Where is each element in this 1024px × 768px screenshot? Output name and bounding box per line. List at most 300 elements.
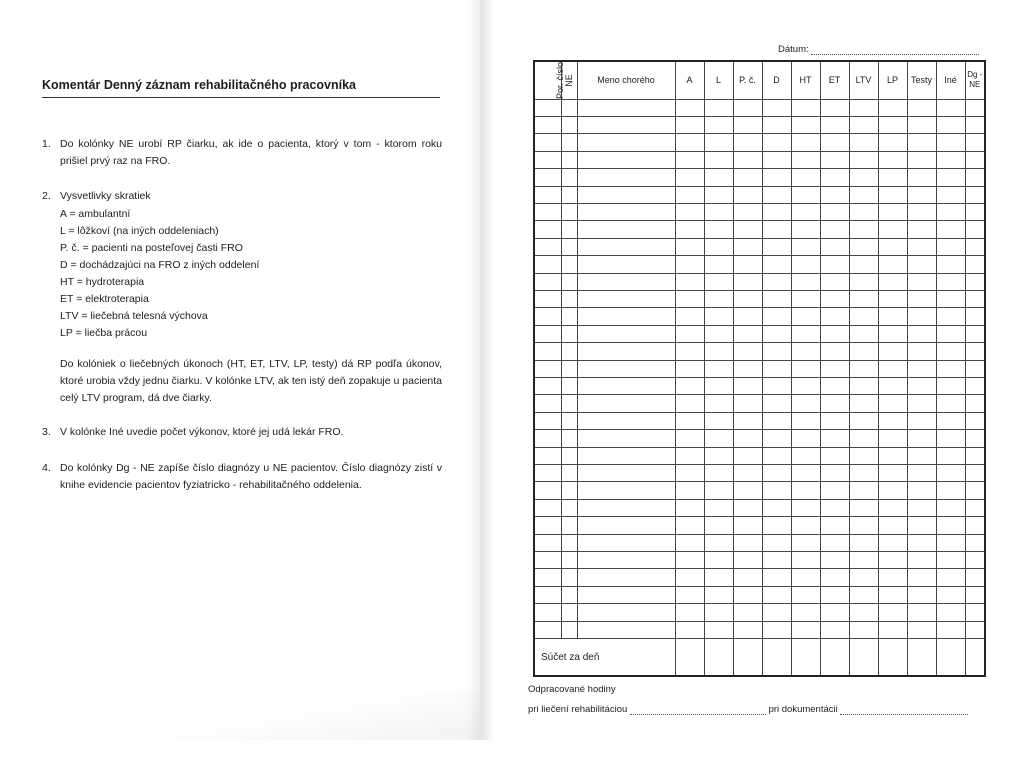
table-cell[interactable] xyxy=(907,221,936,238)
table-cell[interactable] xyxy=(762,621,791,638)
table-cell[interactable] xyxy=(762,430,791,447)
table-cell[interactable] xyxy=(534,552,561,569)
table-cell[interactable] xyxy=(936,99,965,116)
table-cell[interactable] xyxy=(791,308,820,325)
table-cell[interactable] xyxy=(733,343,762,360)
sum-cell[interactable] xyxy=(791,639,820,676)
table-cell[interactable] xyxy=(733,256,762,273)
table-cell[interactable] xyxy=(965,308,985,325)
sum-cell[interactable] xyxy=(820,639,849,676)
table-cell[interactable] xyxy=(907,360,936,377)
table-cell[interactable] xyxy=(820,186,849,203)
table-cell[interactable] xyxy=(878,238,907,255)
table-cell[interactable] xyxy=(878,604,907,621)
table-cell[interactable] xyxy=(878,116,907,133)
table-cell[interactable] xyxy=(878,621,907,638)
table-cell[interactable] xyxy=(791,203,820,220)
table-cell[interactable] xyxy=(733,412,762,429)
table-cell[interactable] xyxy=(907,343,936,360)
table-cell[interactable] xyxy=(577,134,675,151)
table-cell[interactable] xyxy=(534,360,561,377)
table-cell[interactable] xyxy=(762,499,791,516)
table-cell[interactable] xyxy=(534,325,561,342)
table-cell[interactable] xyxy=(791,169,820,186)
table-cell[interactable] xyxy=(907,273,936,290)
table-cell[interactable] xyxy=(762,203,791,220)
table-cell[interactable] xyxy=(849,256,878,273)
table-cell[interactable] xyxy=(849,99,878,116)
table-cell[interactable] xyxy=(965,99,985,116)
table-cell[interactable] xyxy=(820,325,849,342)
table-cell[interactable] xyxy=(577,343,675,360)
table-cell[interactable] xyxy=(561,465,577,482)
table-cell[interactable] xyxy=(849,447,878,464)
table-cell[interactable] xyxy=(762,186,791,203)
table-cell[interactable] xyxy=(791,621,820,638)
table-cell[interactable] xyxy=(907,203,936,220)
table-cell[interactable] xyxy=(936,308,965,325)
table-cell[interactable] xyxy=(849,378,878,395)
table-cell[interactable] xyxy=(965,134,985,151)
table-cell[interactable] xyxy=(820,99,849,116)
table-cell[interactable] xyxy=(704,534,733,551)
table-cell[interactable] xyxy=(820,447,849,464)
table-cell[interactable] xyxy=(762,290,791,307)
table-cell[interactable] xyxy=(704,134,733,151)
table-cell[interactable] xyxy=(675,186,704,203)
table-cell[interactable] xyxy=(936,116,965,133)
table-cell[interactable] xyxy=(936,343,965,360)
table-cell[interactable] xyxy=(577,621,675,638)
table-cell[interactable] xyxy=(849,621,878,638)
table-cell[interactable] xyxy=(762,412,791,429)
table-cell[interactable] xyxy=(878,134,907,151)
table-cell[interactable] xyxy=(907,238,936,255)
table-cell[interactable] xyxy=(762,482,791,499)
table-cell[interactable] xyxy=(965,273,985,290)
table-cell[interactable] xyxy=(791,151,820,168)
table-cell[interactable] xyxy=(704,325,733,342)
table-cell[interactable] xyxy=(534,343,561,360)
table-cell[interactable] xyxy=(704,290,733,307)
table-cell[interactable] xyxy=(965,430,985,447)
table-cell[interactable] xyxy=(577,203,675,220)
table-cell[interactable] xyxy=(534,221,561,238)
date-field[interactable] xyxy=(778,44,984,55)
table-cell[interactable] xyxy=(704,586,733,603)
table-cell[interactable] xyxy=(849,360,878,377)
table-cell[interactable] xyxy=(936,517,965,534)
table-cell[interactable] xyxy=(675,465,704,482)
table-cell[interactable] xyxy=(733,99,762,116)
table-cell[interactable] xyxy=(733,186,762,203)
table-cell[interactable] xyxy=(936,604,965,621)
table-cell[interactable] xyxy=(878,586,907,603)
table-cell[interactable] xyxy=(762,343,791,360)
table-cell[interactable] xyxy=(878,273,907,290)
table-cell[interactable] xyxy=(704,517,733,534)
table-cell[interactable] xyxy=(561,99,577,116)
table-cell[interactable] xyxy=(733,534,762,551)
table-cell[interactable] xyxy=(965,378,985,395)
table-cell[interactable] xyxy=(878,395,907,412)
table-cell[interactable] xyxy=(965,238,985,255)
table-cell[interactable] xyxy=(561,517,577,534)
table-cell[interactable] xyxy=(820,465,849,482)
table-cell[interactable] xyxy=(878,203,907,220)
table-cell[interactable] xyxy=(675,621,704,638)
table-cell[interactable] xyxy=(675,256,704,273)
table-cell[interactable] xyxy=(534,134,561,151)
table-cell[interactable] xyxy=(733,169,762,186)
table-cell[interactable] xyxy=(791,569,820,586)
table-cell[interactable] xyxy=(534,290,561,307)
table-cell[interactable] xyxy=(762,238,791,255)
table-cell[interactable] xyxy=(704,169,733,186)
table-cell[interactable] xyxy=(704,151,733,168)
table-cell[interactable] xyxy=(878,499,907,516)
table-cell[interactable] xyxy=(704,99,733,116)
table-cell[interactable] xyxy=(733,238,762,255)
sum-cell[interactable] xyxy=(849,639,878,676)
table-cell[interactable] xyxy=(675,569,704,586)
table-cell[interactable] xyxy=(704,116,733,133)
table-cell[interactable] xyxy=(577,465,675,482)
table-cell[interactable] xyxy=(791,447,820,464)
table-cell[interactable] xyxy=(791,186,820,203)
table-cell[interactable] xyxy=(733,308,762,325)
table-cell[interactable] xyxy=(534,569,561,586)
table-cell[interactable] xyxy=(762,151,791,168)
table-cell[interactable] xyxy=(820,378,849,395)
table-cell[interactable] xyxy=(534,256,561,273)
table-cell[interactable] xyxy=(965,151,985,168)
table-cell[interactable] xyxy=(733,569,762,586)
table-cell[interactable] xyxy=(561,308,577,325)
table-cell[interactable] xyxy=(704,604,733,621)
table-cell[interactable] xyxy=(733,290,762,307)
table-cell[interactable] xyxy=(849,203,878,220)
table-cell[interactable] xyxy=(675,482,704,499)
table-cell[interactable] xyxy=(936,482,965,499)
table-cell[interactable] xyxy=(561,378,577,395)
hours-documentation-field[interactable] xyxy=(840,705,968,715)
table-cell[interactable] xyxy=(965,256,985,273)
table-cell[interactable] xyxy=(675,378,704,395)
table-cell[interactable] xyxy=(965,465,985,482)
table-cell[interactable] xyxy=(820,604,849,621)
table-cell[interactable] xyxy=(577,395,675,412)
table-cell[interactable] xyxy=(704,482,733,499)
table-cell[interactable] xyxy=(820,290,849,307)
table-cell[interactable] xyxy=(849,221,878,238)
table-cell[interactable] xyxy=(733,482,762,499)
sum-cell[interactable] xyxy=(675,639,704,676)
table-cell[interactable] xyxy=(733,447,762,464)
table-cell[interactable] xyxy=(878,569,907,586)
table-cell[interactable] xyxy=(534,604,561,621)
table-cell[interactable] xyxy=(577,482,675,499)
table-cell[interactable] xyxy=(965,203,985,220)
table-cell[interactable] xyxy=(534,447,561,464)
table-cell[interactable] xyxy=(577,99,675,116)
table-cell[interactable] xyxy=(907,586,936,603)
table-cell[interactable] xyxy=(965,412,985,429)
table-cell[interactable] xyxy=(704,238,733,255)
table-cell[interactable] xyxy=(762,604,791,621)
table-cell[interactable] xyxy=(675,203,704,220)
table-cell[interactable] xyxy=(936,586,965,603)
table-cell[interactable] xyxy=(965,169,985,186)
table-cell[interactable] xyxy=(965,186,985,203)
table-cell[interactable] xyxy=(907,604,936,621)
table-cell[interactable] xyxy=(675,499,704,516)
table-cell[interactable] xyxy=(561,395,577,412)
table-cell[interactable] xyxy=(878,517,907,534)
table-cell[interactable] xyxy=(820,116,849,133)
table-cell[interactable] xyxy=(561,256,577,273)
table-cell[interactable] xyxy=(577,151,675,168)
table-cell[interactable] xyxy=(936,169,965,186)
table-cell[interactable] xyxy=(733,465,762,482)
table-cell[interactable] xyxy=(820,552,849,569)
table-cell[interactable] xyxy=(675,116,704,133)
table-cell[interactable] xyxy=(849,290,878,307)
table-cell[interactable] xyxy=(704,203,733,220)
table-cell[interactable] xyxy=(704,360,733,377)
table-cell[interactable] xyxy=(849,482,878,499)
table-cell[interactable] xyxy=(791,552,820,569)
table-cell[interactable] xyxy=(675,395,704,412)
table-cell[interactable] xyxy=(577,256,675,273)
table-cell[interactable] xyxy=(577,447,675,464)
table-cell[interactable] xyxy=(936,290,965,307)
table-cell[interactable] xyxy=(791,221,820,238)
table-cell[interactable] xyxy=(936,256,965,273)
table-cell[interactable] xyxy=(675,273,704,290)
table-cell[interactable] xyxy=(907,378,936,395)
table-cell[interactable] xyxy=(820,134,849,151)
table-cell[interactable] xyxy=(733,586,762,603)
table-cell[interactable] xyxy=(534,238,561,255)
table-cell[interactable] xyxy=(791,517,820,534)
table-cell[interactable] xyxy=(534,308,561,325)
table-cell[interactable] xyxy=(849,534,878,551)
table-cell[interactable] xyxy=(561,169,577,186)
table-cell[interactable] xyxy=(733,517,762,534)
table-cell[interactable] xyxy=(907,290,936,307)
table-cell[interactable] xyxy=(820,430,849,447)
table-cell[interactable] xyxy=(762,360,791,377)
table-cell[interactable] xyxy=(577,499,675,516)
table-cell[interactable] xyxy=(878,534,907,551)
sum-cell[interactable] xyxy=(762,639,791,676)
table-cell[interactable] xyxy=(733,499,762,516)
table-cell[interactable] xyxy=(675,552,704,569)
table-cell[interactable] xyxy=(791,604,820,621)
table-cell[interactable] xyxy=(820,517,849,534)
table-cell[interactable] xyxy=(675,430,704,447)
table-cell[interactable] xyxy=(791,534,820,551)
table-cell[interactable] xyxy=(675,534,704,551)
table-cell[interactable] xyxy=(907,447,936,464)
table-cell[interactable] xyxy=(675,134,704,151)
table-cell[interactable] xyxy=(762,256,791,273)
table-cell[interactable] xyxy=(791,256,820,273)
table-cell[interactable] xyxy=(965,447,985,464)
table-cell[interactable] xyxy=(577,116,675,133)
table-cell[interactable] xyxy=(561,360,577,377)
table-cell[interactable] xyxy=(675,325,704,342)
table-cell[interactable] xyxy=(878,308,907,325)
table-cell[interactable] xyxy=(561,447,577,464)
table-cell[interactable] xyxy=(675,517,704,534)
table-cell[interactable] xyxy=(791,465,820,482)
table-cell[interactable] xyxy=(936,378,965,395)
table-cell[interactable] xyxy=(907,325,936,342)
table-cell[interactable] xyxy=(878,378,907,395)
table-cell[interactable] xyxy=(534,482,561,499)
table-cell[interactable] xyxy=(965,360,985,377)
table-cell[interactable] xyxy=(965,290,985,307)
table-cell[interactable] xyxy=(936,412,965,429)
table-cell[interactable] xyxy=(762,134,791,151)
table-cell[interactable] xyxy=(936,360,965,377)
table-cell[interactable] xyxy=(534,151,561,168)
table-cell[interactable] xyxy=(878,169,907,186)
table-cell[interactable] xyxy=(965,325,985,342)
table-cell[interactable] xyxy=(849,499,878,516)
table-cell[interactable] xyxy=(965,552,985,569)
table-cell[interactable] xyxy=(561,221,577,238)
table-cell[interactable] xyxy=(849,186,878,203)
table-cell[interactable] xyxy=(577,412,675,429)
table-cell[interactable] xyxy=(936,134,965,151)
table-cell[interactable] xyxy=(849,343,878,360)
table-cell[interactable] xyxy=(561,552,577,569)
table-cell[interactable] xyxy=(534,586,561,603)
table-cell[interactable] xyxy=(907,151,936,168)
table-cell[interactable] xyxy=(791,238,820,255)
table-cell[interactable] xyxy=(762,517,791,534)
table-cell[interactable] xyxy=(820,256,849,273)
table-cell[interactable] xyxy=(878,186,907,203)
table-cell[interactable] xyxy=(534,203,561,220)
table-cell[interactable] xyxy=(820,499,849,516)
table-cell[interactable] xyxy=(675,412,704,429)
table-cell[interactable] xyxy=(907,569,936,586)
table-cell[interactable] xyxy=(577,360,675,377)
table-cell[interactable] xyxy=(907,169,936,186)
table-cell[interactable] xyxy=(704,552,733,569)
table-cell[interactable] xyxy=(878,256,907,273)
table-cell[interactable] xyxy=(577,378,675,395)
table-cell[interactable] xyxy=(820,412,849,429)
table-cell[interactable] xyxy=(791,290,820,307)
table-cell[interactable] xyxy=(733,221,762,238)
table-cell[interactable] xyxy=(534,99,561,116)
table-cell[interactable] xyxy=(762,447,791,464)
table-cell[interactable] xyxy=(577,552,675,569)
table-cell[interactable] xyxy=(791,395,820,412)
table-cell[interactable] xyxy=(762,99,791,116)
table-cell[interactable] xyxy=(577,430,675,447)
table-cell[interactable] xyxy=(762,116,791,133)
table-cell[interactable] xyxy=(534,273,561,290)
table-cell[interactable] xyxy=(907,482,936,499)
table-cell[interactable] xyxy=(561,325,577,342)
table-cell[interactable] xyxy=(878,221,907,238)
sum-cell[interactable] xyxy=(704,639,733,676)
table-cell[interactable] xyxy=(675,604,704,621)
table-cell[interactable] xyxy=(907,186,936,203)
table-cell[interactable] xyxy=(936,569,965,586)
table-cell[interactable] xyxy=(878,465,907,482)
table-cell[interactable] xyxy=(907,517,936,534)
table-cell[interactable] xyxy=(791,273,820,290)
table-cell[interactable] xyxy=(849,308,878,325)
table-cell[interactable] xyxy=(791,343,820,360)
table-cell[interactable] xyxy=(849,151,878,168)
table-cell[interactable] xyxy=(791,499,820,516)
table-cell[interactable] xyxy=(733,273,762,290)
table-cell[interactable] xyxy=(936,325,965,342)
table-cell[interactable] xyxy=(965,116,985,133)
table-cell[interactable] xyxy=(820,569,849,586)
table-cell[interactable] xyxy=(791,134,820,151)
table-cell[interactable] xyxy=(791,325,820,342)
table-cell[interactable] xyxy=(733,151,762,168)
table-cell[interactable] xyxy=(675,308,704,325)
table-cell[interactable] xyxy=(675,360,704,377)
table-cell[interactable] xyxy=(936,499,965,516)
table-cell[interactable] xyxy=(577,169,675,186)
table-cell[interactable] xyxy=(849,430,878,447)
table-cell[interactable] xyxy=(878,343,907,360)
table-cell[interactable] xyxy=(762,534,791,551)
table-cell[interactable] xyxy=(561,343,577,360)
table-cell[interactable] xyxy=(878,360,907,377)
table-cell[interactable] xyxy=(849,552,878,569)
table-cell[interactable] xyxy=(791,99,820,116)
table-cell[interactable] xyxy=(965,517,985,534)
table-cell[interactable] xyxy=(965,534,985,551)
table-cell[interactable] xyxy=(704,186,733,203)
table-cell[interactable] xyxy=(561,621,577,638)
table-cell[interactable] xyxy=(577,517,675,534)
table-cell[interactable] xyxy=(907,412,936,429)
table-cell[interactable] xyxy=(733,134,762,151)
table-cell[interactable] xyxy=(791,116,820,133)
table-cell[interactable] xyxy=(965,482,985,499)
table-cell[interactable] xyxy=(936,186,965,203)
table-cell[interactable] xyxy=(965,221,985,238)
table-cell[interactable] xyxy=(965,395,985,412)
table-cell[interactable] xyxy=(907,430,936,447)
table-cell[interactable] xyxy=(733,430,762,447)
table-cell[interactable] xyxy=(878,447,907,464)
table-cell[interactable] xyxy=(936,203,965,220)
sum-cell[interactable] xyxy=(733,639,762,676)
table-cell[interactable] xyxy=(820,534,849,551)
table-cell[interactable] xyxy=(849,569,878,586)
sum-cell[interactable] xyxy=(878,639,907,676)
table-cell[interactable] xyxy=(704,343,733,360)
table-cell[interactable] xyxy=(762,569,791,586)
table-cell[interactable] xyxy=(762,378,791,395)
table-cell[interactable] xyxy=(577,325,675,342)
table-cell[interactable] xyxy=(561,482,577,499)
